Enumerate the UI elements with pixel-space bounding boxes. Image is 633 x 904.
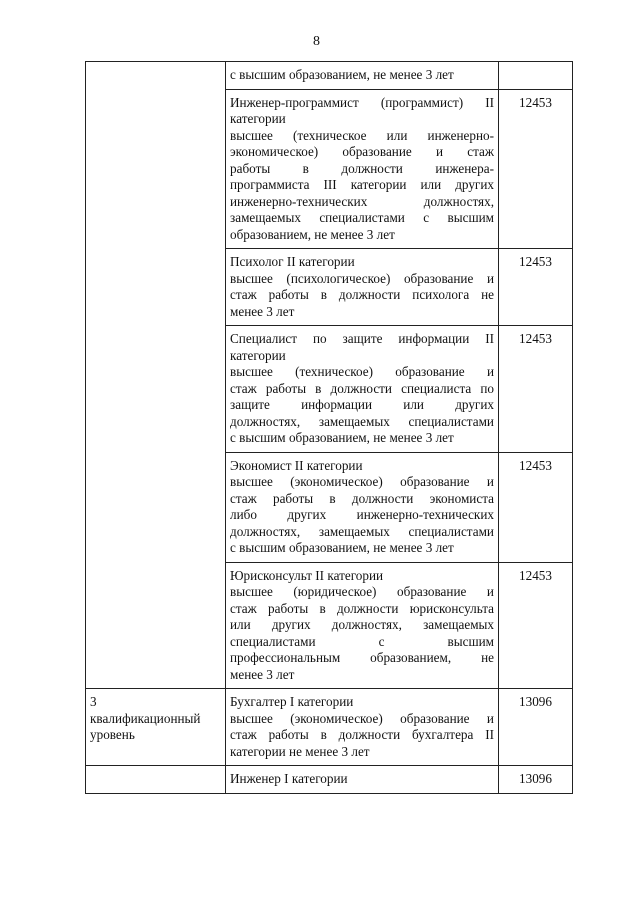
description-line: стаж работы в должности экономиста xyxy=(230,490,494,506)
description-line: менее 3 лет xyxy=(230,303,295,319)
position-description-cell xyxy=(226,89,499,249)
description-line: инженерно-технических должностях, xyxy=(230,193,494,209)
description-line: стаж работы в должности бухгалтера II xyxy=(230,727,494,742)
description-line: образованием, не менее 3 лет xyxy=(230,226,395,242)
description-line: экономическое) образование и стаж xyxy=(230,144,494,159)
salary-cell: 13096 xyxy=(499,689,573,766)
description-line: категории xyxy=(230,111,286,126)
description-line: Юрисконсульт II категории xyxy=(230,567,384,583)
description-line: с высшим образованием, не менее 3 лет xyxy=(230,67,454,82)
salary-cell: 12453 xyxy=(499,249,573,326)
description-line: Экономист II категории xyxy=(230,457,363,473)
salary-cell: 13096 xyxy=(499,766,573,794)
table-row xyxy=(86,689,573,766)
description-line: должностях, замещаемых специалистами xyxy=(230,523,494,539)
description-line: профессиональным образованием, не xyxy=(230,650,494,665)
salary-cell: 12453 xyxy=(499,562,573,689)
description-line: высшее (экономическое) образование и xyxy=(230,710,494,726)
description-line: менее 3 лет xyxy=(230,666,295,682)
description-line: Инженер I категории xyxy=(230,771,348,786)
description-line: высшее (психологическое) образование и xyxy=(230,270,494,286)
salary-cell xyxy=(499,62,573,90)
table-row xyxy=(86,62,573,90)
description-line: Инженер-программист (программист) II xyxy=(230,94,494,110)
salary-cell: 12453 xyxy=(499,326,573,453)
position-description-cell xyxy=(226,766,499,794)
page-number: 8 xyxy=(313,34,320,49)
position-description-cell xyxy=(226,562,499,689)
description-line: должностях, замещаемых специалистами xyxy=(230,413,494,429)
qualification-level-cell: 3 квалификационный уровень xyxy=(86,689,226,766)
position-description-cell xyxy=(226,452,499,562)
position-description-cell xyxy=(226,326,499,453)
description-line: высшее (экономическое) образование и xyxy=(230,474,494,489)
description-line: высшее (юридическое) образование и xyxy=(230,584,494,599)
description-line: либо других инженерно-технических xyxy=(230,507,494,522)
description-line: стаж работы в должности психолога не xyxy=(230,287,494,302)
description-line: замещаемых специалистами с высшим xyxy=(230,210,494,225)
salary-cell: 12453 xyxy=(499,452,573,562)
description-line: специалистами с высшим xyxy=(230,633,494,649)
description-line: высшее (техническое или инженерно- xyxy=(230,127,494,143)
description-line: или других должностях, замещаемых xyxy=(230,617,494,632)
description-line: программиста III категории или других xyxy=(230,177,494,192)
description-line: работы в должности инженера- xyxy=(230,160,494,176)
description-line: стаж работы в должности специалиста по xyxy=(230,380,494,396)
position-description-cell xyxy=(226,62,499,90)
description-line: категории xyxy=(230,347,286,363)
description-line: высшее (техническое) образование и xyxy=(230,364,494,379)
qualification-level-cell xyxy=(86,62,226,689)
position-description-cell xyxy=(226,689,499,766)
table-row xyxy=(86,766,573,794)
salary-cell: 12453 xyxy=(499,89,573,249)
position-description-cell xyxy=(226,249,499,326)
description-line: Специалист по защите информации II xyxy=(230,331,494,346)
qualification-level-cell xyxy=(86,766,226,794)
description-line: Бухгалтер I категории xyxy=(230,694,354,709)
description-line: с высшим образованием, не менее 3 лет xyxy=(230,430,454,445)
description-line: защите информации или других xyxy=(230,397,494,412)
description-line: Психолог II категории xyxy=(230,254,355,269)
description-line: стаж работы в должности юрисконсульта xyxy=(230,600,494,616)
description-line: категории не менее 3 лет xyxy=(230,743,370,759)
qualification-table xyxy=(85,61,573,794)
description-line: с высшим образованием, не менее 3 лет xyxy=(230,540,454,555)
